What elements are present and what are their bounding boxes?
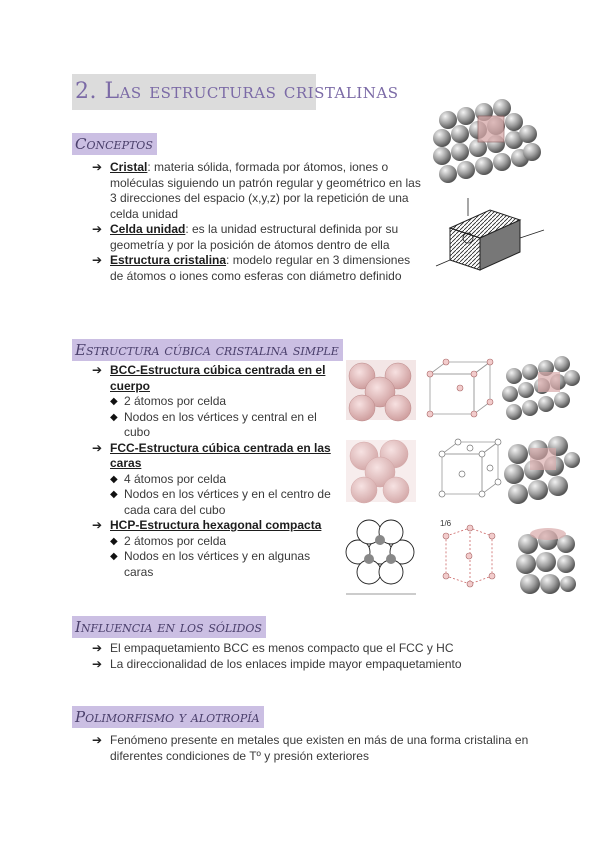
item-text: : es la unidad estructural definida por su geometría y por la posición de átomos dentro de ella [110,222,399,252]
diamond-icon: ◆ [110,396,118,407]
sub-item: ◆ 2 átomos por celda [110,533,227,548]
arrow-icon: ➔ [92,518,103,532]
page-title: 2. Las estructuras cristalinas [72,74,316,110]
arrow-icon: ➔ [92,222,103,236]
heading-conceptos: Conceptos [72,133,157,155]
arrow-icon: ➔ [92,363,103,377]
term: BCC-Estructura cúbica centrada en el cuerpo [110,363,326,393]
cubica-list [92,363,332,580]
conceptos-list [92,160,422,284]
arrow-icon: ➔ [92,253,103,267]
sub-item: ◆ 2 átomos por celda [110,394,227,408]
list-item [92,160,422,222]
arrow-icon: ➔ [92,641,103,655]
term: Celda unidad [110,222,186,236]
item-text: : materia sólida, formada por átomos, iones o moléculas siguiendo un patrón regular y geométrico en las 3 direcciones del espacio (x,y,z) por la repetición de una celda unidad [110,160,421,221]
sub-item: ◆ Nodos en los vértices y en el centro de cada cara del cubo [110,487,331,517]
fcc-figures [346,436,580,504]
sub-item: ◆ 4 átomos por celda [110,471,227,486]
list-item: ➔ Fenómeno presente en metales que existen en más de una forma cristalina en diferentes condiciones de Tº y presión exteriores [92,733,529,763]
heading-polimorfismo: Polimorfismo y alotropía [72,706,264,728]
hcp-figures [346,519,576,594]
list-item [92,253,422,284]
influencia-list [92,641,532,672]
term: Estructura cristalina [110,253,227,267]
item-text: : modelo regular en 3 dimensiones de átomos o iones como esferas con diámetro definido [110,253,411,283]
list-item [92,222,422,253]
heading-influencia: Influencia en los sólidos [72,616,266,638]
hcp-label: 1/6 [440,519,452,528]
arrow-icon: ➔ [92,160,103,174]
arrow-icon: ➔ [92,440,103,455]
crystal-lattice-illustration [428,98,548,288]
term: Cristal [110,160,148,174]
crystal-structures-illustration [342,354,582,602]
list-item [92,441,332,472]
diamond-icon: ◆ [110,473,118,485]
list-item: ➔ El empaquetamiento BCC es menos compacto que el FCC y HC [92,641,454,655]
heading-estructura-cubica: Estructura cúbica cristalina simple [72,339,343,361]
arrow-icon: ➔ [92,656,103,671]
term: FCC-Estructura cúbica centrada en las caras [110,440,331,470]
list-item [92,518,332,534]
bcc-figures [346,356,580,421]
diamond-icon: ◆ [110,551,118,562]
arrow-icon: ➔ [92,733,103,747]
polimorfismo-list [92,733,532,764]
sphere-block [433,99,541,183]
diamond-icon: ◆ [110,411,118,423]
diamond-icon: ◆ [110,489,118,500]
list-item [92,363,332,394]
sub-item: ◆ Nodos en los vértices y en algunas caras [110,549,311,579]
term: HCP-Estructura hexagonal compacta [110,518,322,532]
unit-cell-diagram [436,198,544,270]
list-item: ➔ La direccionalidad de los enlaces impide mayor empaquetamiento [92,656,462,671]
diamond-icon: ◆ [110,535,118,547]
sub-item: ◆ Nodos en los vértices y central en el cubo [110,409,317,439]
